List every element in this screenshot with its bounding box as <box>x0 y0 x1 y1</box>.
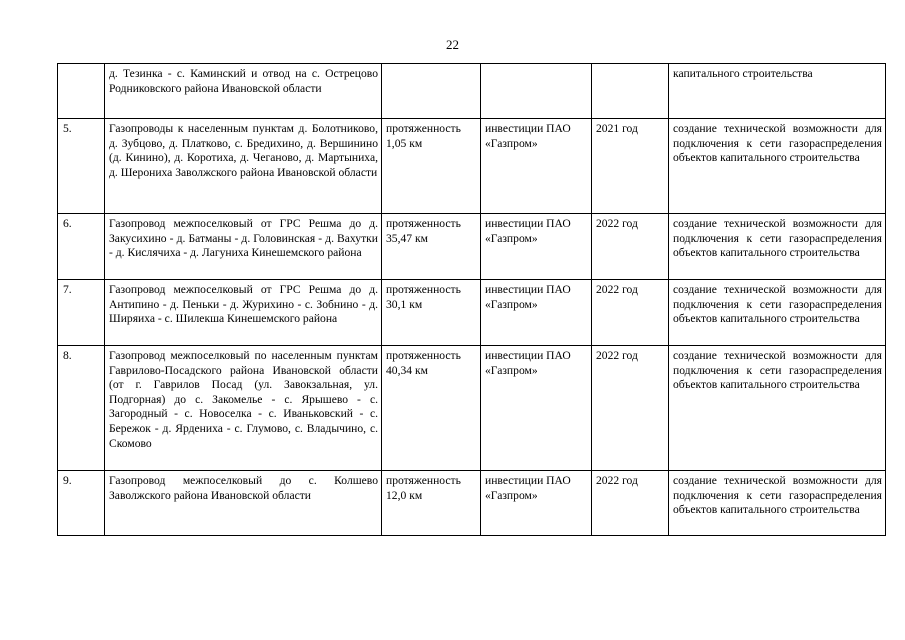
row-number-cell: 5. <box>58 119 105 214</box>
length-cell <box>382 64 481 119</box>
year-cell: 2022 год <box>592 346 669 471</box>
year-cell <box>592 64 669 119</box>
year-cell: 2022 год <box>592 280 669 346</box>
funding-source-cell: инвестиции ПАО «Газпром» <box>481 280 592 346</box>
length-cell: протяженность 12,0 км <box>382 471 481 536</box>
year-cell: 2022 год <box>592 471 669 536</box>
purpose-cell: создание технической возможности для подключения к сети газораспределения объектов капитального строительства <box>669 346 886 471</box>
funding-source-cell: инвестиции ПАО «Газпром» <box>481 471 592 536</box>
purpose-cell: создание технической возможности для подключения к сети газораспределения объектов капитального строительства <box>669 280 886 346</box>
object-name-cell: Газопроводы к населенным пунктам д. Болотниково, д. Зубцово, д. Платково, с. Бредихино, д. Вершинино (д. Кинино), д. Коротиха, д. Чеганово, д. Мартыниха, д. Шерониха Заволжского района Ивановской области <box>105 119 382 214</box>
object-name-cell: Газопровод межпоселковый от ГРС Решма до д. Закусихино - д. Батманы - д. Головинская - д. Вахутки - д. Кислячиха - д. Лагуниха Кинешемского района <box>105 214 382 280</box>
table-row <box>58 64 886 119</box>
year-cell: 2021 год <box>592 119 669 214</box>
row-number-cell <box>58 64 105 119</box>
table-row <box>58 471 886 536</box>
funding-source-cell <box>481 64 592 119</box>
funding-source-cell: инвестиции ПАО «Газпром» <box>481 119 592 214</box>
object-name-cell: д. Тезинка - с. Каминский и отвод на с. Острецово Родниковского района Ивановской области <box>105 64 382 119</box>
purpose-cell: создание технической возможности для подключения к сети газораспределения объектов капитального строительства <box>669 214 886 280</box>
table-row <box>58 214 886 280</box>
page-number: 22 <box>446 37 459 52</box>
gas-pipeline-table <box>57 63 886 536</box>
length-cell: протяженность 40,34 км <box>382 346 481 471</box>
object-name-cell: Газопровод межпоселковый до с. Колшево Заволжского района Ивановской области <box>105 471 382 536</box>
purpose-cell: создание технической возможности для подключения к сети газораспределения объектов капитального строительства <box>669 471 886 536</box>
length-cell: протяженность 35,47 км <box>382 214 481 280</box>
row-number-cell: 9. <box>58 471 105 536</box>
length-cell: протяженность 30,1 км <box>382 280 481 346</box>
object-name-cell: Газопровод межпоселковый по населенным пунктам Гаврилово-Посадского района Ивановской области (от г. Гаврилов Посад (ул. Завокзальная, ул. Подгорная) до с. Закомелье - с. Ярышево - с. Загородный - с. Новоселка - с. Иваньковский - с. Бережок - д. Ярдениха - с. Глумово, с. Владычино, с. Скомово <box>105 346 382 471</box>
table-row <box>58 280 886 346</box>
purpose-cell: капитального строительства <box>669 64 886 119</box>
row-number-cell: 8. <box>58 346 105 471</box>
table-row <box>58 346 886 471</box>
purpose-cell: создание технической возможности для подключения к сети газораспределения объектов капитального строительства <box>669 119 886 214</box>
row-number-cell: 6. <box>58 214 105 280</box>
row-number-cell: 7. <box>58 280 105 346</box>
year-cell: 2022 год <box>592 214 669 280</box>
length-cell: протяженность 1,05 км <box>382 119 481 214</box>
funding-source-cell: инвестиции ПАО «Газпром» <box>481 214 592 280</box>
funding-source-cell: инвестиции ПАО «Газпром» <box>481 346 592 471</box>
table-row <box>58 119 886 214</box>
object-name-cell: Газопровод межпоселковый от ГРС Решма до д. Антипино - д. Пеньки - д. Журихино - с. Зобнино - д. Ширяиха - с. Шилекша Кинешемского района <box>105 280 382 346</box>
